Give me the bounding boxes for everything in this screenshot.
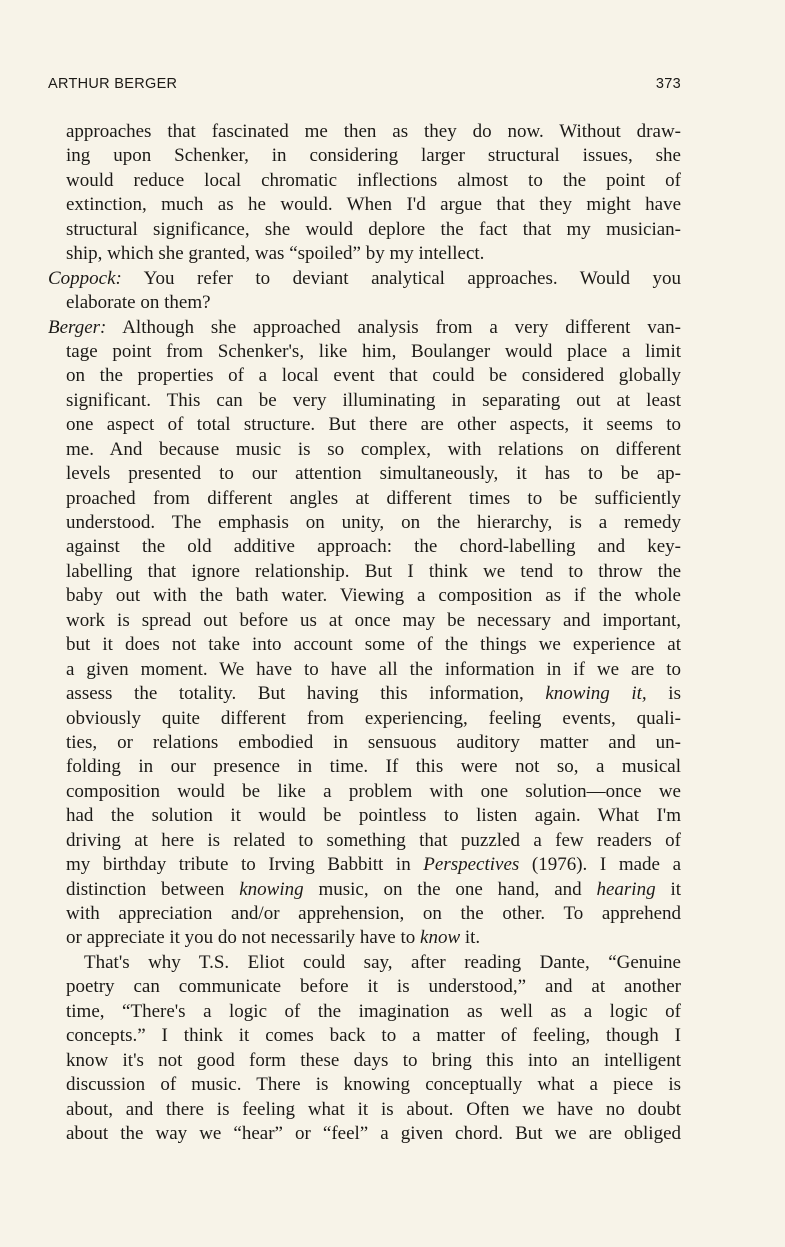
text-line: had the solution it would be pointless to listen again. What I'm	[66, 805, 681, 827]
text-line: understood. The emphasis on unity, on the hierarchy, is a remedy	[66, 512, 681, 533]
text-line: structural significance, she would deplore the fact that my musician-	[66, 218, 681, 240]
text-line: against the old additive approach: the chord-labelling and key-	[66, 536, 681, 558]
text-line: poetry can communicate before it is understood,” and at another	[66, 976, 681, 998]
italic-term: knowing	[239, 878, 304, 900]
text-line: composition would be like a problem with one solution—once we	[66, 780, 681, 802]
italic-term: know	[420, 927, 461, 949]
text-line	[48, 878, 681, 902]
text-line: labelling that ignore relationship. But I think we tend to throw the	[66, 560, 681, 582]
text-line: a given moment. We have to have all the information in if we are to	[66, 658, 681, 680]
text-line	[48, 682, 681, 706]
text-run: or appreciate it you do not necessarily have to	[66, 927, 421, 949]
text-line: ing upon Schenker, in considering larger structural issues, she	[66, 145, 681, 167]
speaker-label: Coppock:	[48, 267, 122, 289]
italic-term: hearing	[596, 878, 656, 900]
text-line: time, “There's a logic of the imagination as well as a logic of	[66, 1000, 681, 1022]
text-line	[48, 267, 681, 291]
running-header	[48, 76, 681, 98]
text-run: it.	[460, 927, 481, 949]
text-line: about the way we “hear” or “feel” a given chord. But we are obliged	[66, 1122, 681, 1144]
text-line: That's why T.S. Eliot could say, after reading Dante, “Genuine	[84, 951, 681, 973]
text-line: about, and there is feeling what it is about. Often we have no doubt	[66, 1098, 681, 1120]
text-line: work is spread out before us at once may be necessary and important,	[66, 609, 681, 631]
text-line: discussion of music. There is knowing conceptually what a piece is	[66, 1074, 681, 1096]
page-number: 373	[655, 76, 681, 92]
text-line: significant. This can be very illuminating in separating out at least	[66, 389, 681, 411]
speech-text: Although she approached analysis from a very different van-	[106, 316, 681, 338]
text-line: levels presented to our attention simultaneously, it has to be ap-	[66, 463, 681, 485]
text-line: with appreciation and/or apprehension, on the other. To apprehend	[66, 903, 681, 924]
text-run: (1976). I made a	[519, 854, 681, 876]
text-line: would reduce local chromatic inflections almost to the point of	[66, 169, 681, 191]
text-run: is	[646, 683, 681, 705]
speech-text: You refer to deviant analytical approaches. Would you	[121, 267, 681, 289]
text-run: assess the totality. But having this information,	[66, 683, 546, 705]
text-line: but it does not take into account some of the things we experience at	[66, 634, 681, 656]
text-line: ship, which she granted, was “spoiled” by my intellect.	[66, 243, 485, 265]
text-line: driving at here is related to something that puzzled a few readers of	[66, 829, 681, 851]
text-line: one aspect of total structure. But there are other aspects, it seems to	[66, 414, 681, 436]
text-line: approaches that fascinated me then as they do now. Without draw-	[66, 121, 681, 142]
text-line: tage point from Schenker's, like him, Boulanger would place a limit	[66, 340, 681, 362]
text-run: distinction between	[66, 878, 240, 900]
text-run: music, on the one hand, and	[303, 878, 597, 900]
italic-term: Perspectives	[423, 854, 520, 876]
speaker-label: Berger:	[48, 316, 107, 338]
text-line: concepts.” I think it comes back to a matter of feeling, though I	[66, 1025, 681, 1047]
text-line: know it's not good form these days to bring this into an intelligent	[66, 1049, 681, 1071]
text-line: elaborate on them?	[66, 292, 211, 314]
text-line: baby out with the bath water. Viewing a composition as if the whole	[66, 585, 681, 607]
text-line	[48, 926, 681, 950]
text-run: it	[655, 878, 682, 900]
text-line: on the properties of a local event that could be considered globally	[66, 365, 681, 387]
text-line: obviously quite different from experiencing, feeling events, quali-	[66, 707, 681, 729]
text-line: proached from different angles at different times to be sufficiently	[66, 487, 681, 509]
text-line	[48, 853, 681, 877]
body-text	[48, 120, 681, 1146]
text-line: me. And because music is so complex, with relations on different	[66, 438, 681, 460]
text-line	[48, 316, 681, 340]
running-head-author: ARTHUR BERGER	[48, 76, 178, 92]
text-run: my birthday tribute to Irving Babbitt in	[66, 854, 424, 876]
text-line: ties, or relations embodied in sensuous auditory matter and un-	[66, 731, 681, 753]
text-line: folding in our presence in time. If this were not so, a musical	[66, 756, 681, 778]
italic-term: knowing it,	[545, 683, 647, 705]
text-line: extinction, much as he would. When I'd argue that they might have	[66, 194, 681, 216]
